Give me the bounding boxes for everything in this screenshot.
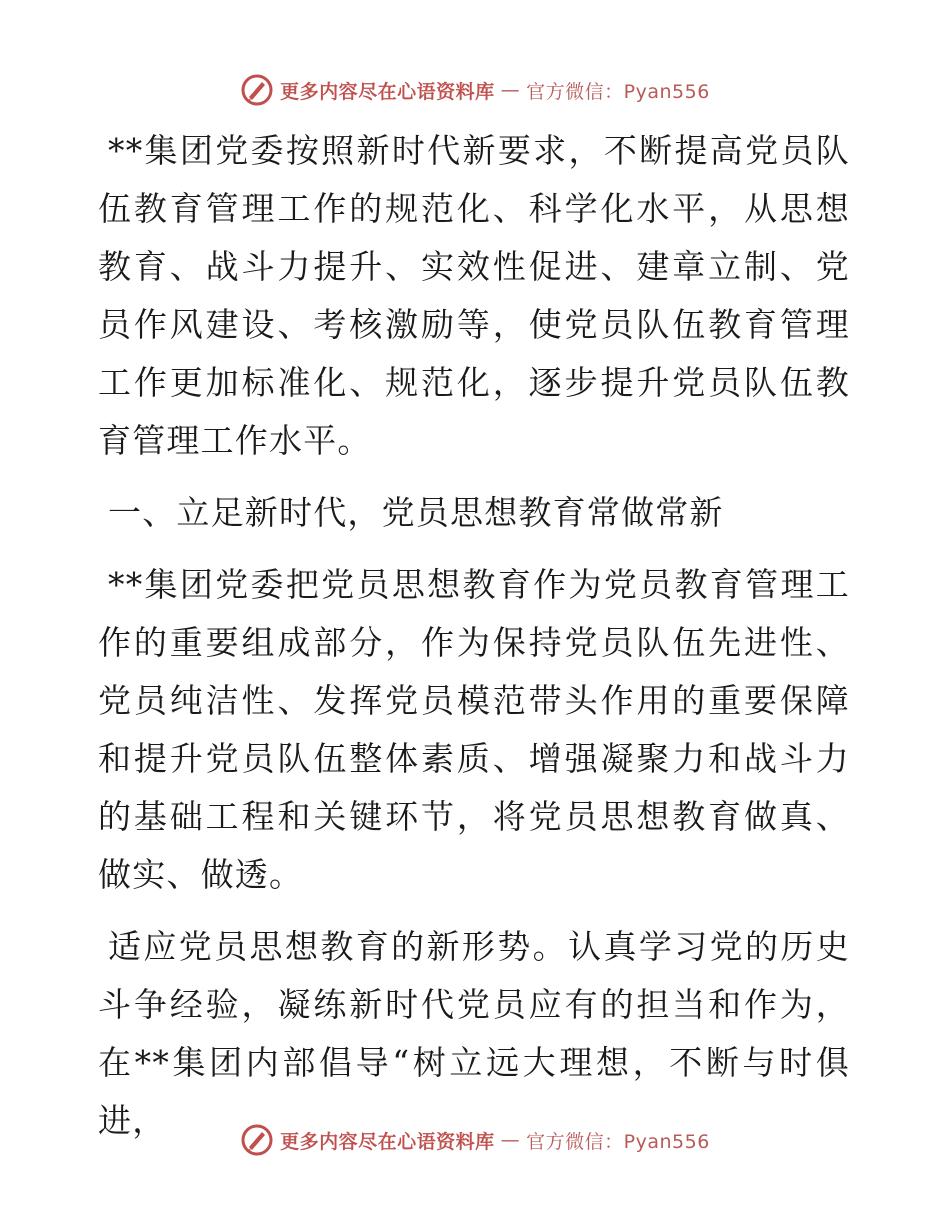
section-heading: 一、立足新时代，党员思想教育常做常新 (108, 493, 724, 532)
watermark-sub-text: 官方微信：Pyan556 (526, 1130, 710, 1153)
watermark-sub-text: 官方微信：Pyan556 (526, 80, 710, 103)
header-watermark (0, 70, 950, 110)
pen-seal-icon (240, 73, 274, 107)
watermark-main-text: 更多内容尽在心语资料库 (280, 80, 495, 103)
footer-watermark (0, 1120, 950, 1160)
document-body (98, 122, 850, 1164)
pen-seal-icon (240, 1123, 274, 1157)
paragraph-adapt: 适应党员思想教育的新形势。认真学习党的历史斗争经验，凝练新时代党员应有的担当和作为，在**集团内部倡导“树立远大理想，不断与时俱进， (98, 927, 850, 1140)
watermark-dash: — (500, 79, 521, 101)
paragraph-section-body: **集团党委把党员思想教育作为党员教育管理工作的重要组成部分，作为保持党员队伍先进性、党员纯洁性、发挥党员模范带头作用的重要保障和提升党员队伍整体素质、增强凝聚力和战斗力的基础工程和关键环节，将党员思想教育做真、做实、做透。 (98, 565, 850, 894)
watermark-main-text: 更多内容尽在心语资料库 (280, 1130, 495, 1153)
paragraph-intro: **集团党委按照新时代新要求，不断提高党员队伍教育管理工作的规范化、科学化水平，从思想教育、战斗力提升、实效性促进、建章立制、党员作风建设、考核激励等，使党员队伍教育管理工作更加标准化、规范化，逐步提升党员队伍教育管理工作水平。 (98, 131, 850, 460)
watermark-dash: — (500, 1129, 521, 1151)
